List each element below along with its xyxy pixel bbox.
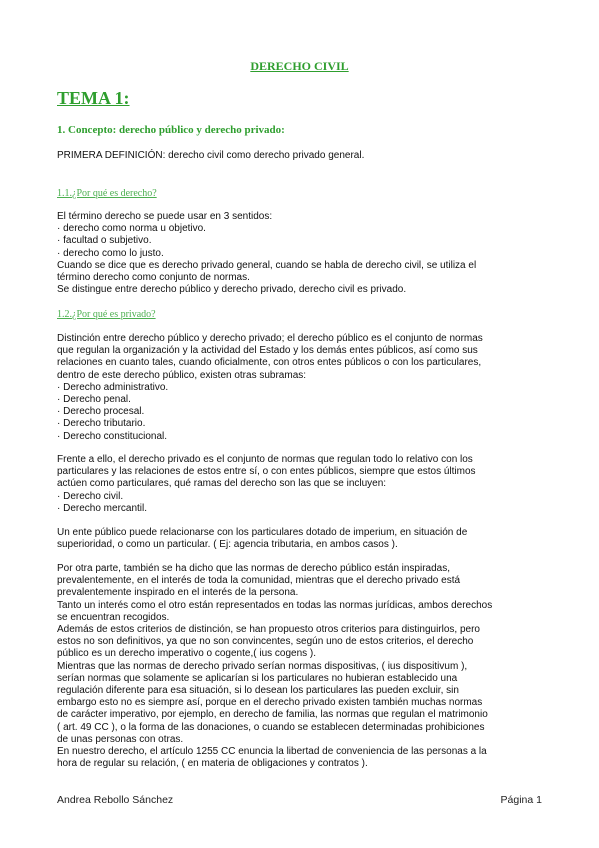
text-line: regulación diferente para esa situación, si lo desean los particulares las pueden excluir, sin — [57, 685, 459, 697]
text-line: actúen como particulares, qué ramas del derecho son las que se incluyen: — [57, 478, 387, 490]
paragraph-criterios — [57, 563, 543, 770]
text-line: Cuando se dice que es derecho privado general, cuando se habla de derecho civil, se utiliza el — [57, 259, 477, 271]
tema-heading: TEMA 1: — [57, 88, 130, 108]
footer-page-number: Página 1 — [500, 794, 542, 806]
text-line: Frente a ello, el derecho privado es el conjunto de normas que regulan todo lo relativo con los — [57, 454, 473, 465]
text-line: estos no son definitivos, ya que no son convincentes, según uno de estos criterios, el derecho — [57, 636, 474, 648]
list-item: · Derecho tributario. — [57, 418, 146, 430]
text-line: En nuestro derecho, el artículo 1255 CC enuncia la libertad de conveniencia de las personas a la — [57, 746, 487, 758]
primera-definicion: PRIMERA DEFINICIÓN: derecho civil como derecho privado general. — [57, 150, 365, 161]
paragraph-distincion — [57, 333, 543, 443]
text-line: superioridad, o como un particular. ( Ej: agencia tributaria, en ambos casos ). — [57, 539, 398, 551]
text-line: prevalentemente inspirado en el interés de la persona. — [57, 587, 299, 599]
list-item: · Derecho administrativo. — [57, 381, 169, 393]
list-item: · Derecho mercantil. — [57, 502, 148, 514]
text-line: público es un derecho imperativo o cogente,( ius cogens ). — [57, 648, 317, 660]
text-line: de carácter imperativo, por ejemplo, en derecho de familia, las normas que regulan el matrimonio — [57, 709, 488, 721]
paragraph-derecho-privado — [57, 454, 543, 515]
text-line: Distinción entre derecho público y derecho privado; el derecho público es el conjunto de normas — [57, 333, 483, 344]
list-item: · Derecho procesal. — [57, 406, 145, 418]
text-line: relaciones en cuanto tales, cuando oficialmente, con otros entes públicos o con los particulares, — [57, 357, 482, 369]
text-line: Además de estos criterios de distinción, se han propuesto otros criterios para distinguirlos, pero — [57, 624, 480, 636]
text-line: · derecho como norma u objetivo. — [57, 223, 206, 235]
footer-author: Andrea Rebollo Sánchez — [57, 794, 174, 806]
text-line: serían normas que solamente se aplicarían si los particulares no hubieran establecido una — [57, 672, 458, 684]
text-line: Por otra parte, también se ha dicho que las normas de derecho público están inspiradas, — [57, 563, 451, 574]
text-line: embargo esto no es siempre así, porque en el derecho privado existen también muchas normas — [57, 697, 483, 709]
subheading-privado: 1.2.¿Por qué es privado? — [57, 309, 156, 320]
text-line: · facultad o subjetivo. — [57, 235, 152, 247]
text-line: El término derecho se puede usar en 3 sentidos: — [57, 211, 273, 222]
subheading-derecho: 1.1.¿Por qué es derecho? — [57, 188, 157, 199]
text-line: Tanto un interés como el otro están representados en todas las normas jurídicas, ambos derechos — [57, 599, 493, 611]
text-line: Un ente público puede relacionarse con los particulares dotado de imperium, en situación de — [57, 527, 468, 538]
text-line: prevalentemente, en el interés de toda la comunidad, mientras que el derecho privado está — [57, 575, 461, 587]
text-line: se encuentran recogidos. — [57, 611, 170, 623]
list-item: · Derecho penal. — [57, 394, 131, 406]
text-line: ( art. 49 CC ), o la forma de las donaciones, o cuando se establecen determinadas prohibiciones — [57, 721, 485, 733]
text-line: que regulan la organización y la actividad del Estado y los demás entes públicos, así como sus — [57, 345, 478, 357]
text-line: dentro de este derecho público, existen otras subramas: — [57, 369, 307, 381]
text-line: hora de regular su relación, ( en materia de obligaciones y contratos ). — [57, 758, 368, 770]
text-line: Se distingue entre derecho público y derecho privado, derecho civil es privado. — [57, 284, 407, 296]
text-line: término derecho como conjunto de normas. — [57, 272, 250, 284]
list-item: · Derecho civil. — [57, 490, 124, 502]
document-title: DERECHO CIVIL — [250, 59, 349, 73]
text-line: de unas personas con otras. — [57, 733, 184, 745]
paragraph-sentidos — [57, 211, 543, 296]
text-line: particulares y las relaciones de estos entre sí, o con entes públicos, siempre que estos últimos — [57, 466, 476, 478]
text-line: · derecho como lo justo. — [57, 247, 164, 259]
paragraph-ente-publico — [57, 527, 543, 551]
section-heading: 1. Concepto: derecho público y derecho privado: — [57, 124, 285, 136]
text-line: Mientras que las normas de derecho privado serían normas dispositivas, ( ius dispositivum ), — [57, 660, 468, 672]
list-item: · Derecho constitucional. — [57, 430, 168, 442]
